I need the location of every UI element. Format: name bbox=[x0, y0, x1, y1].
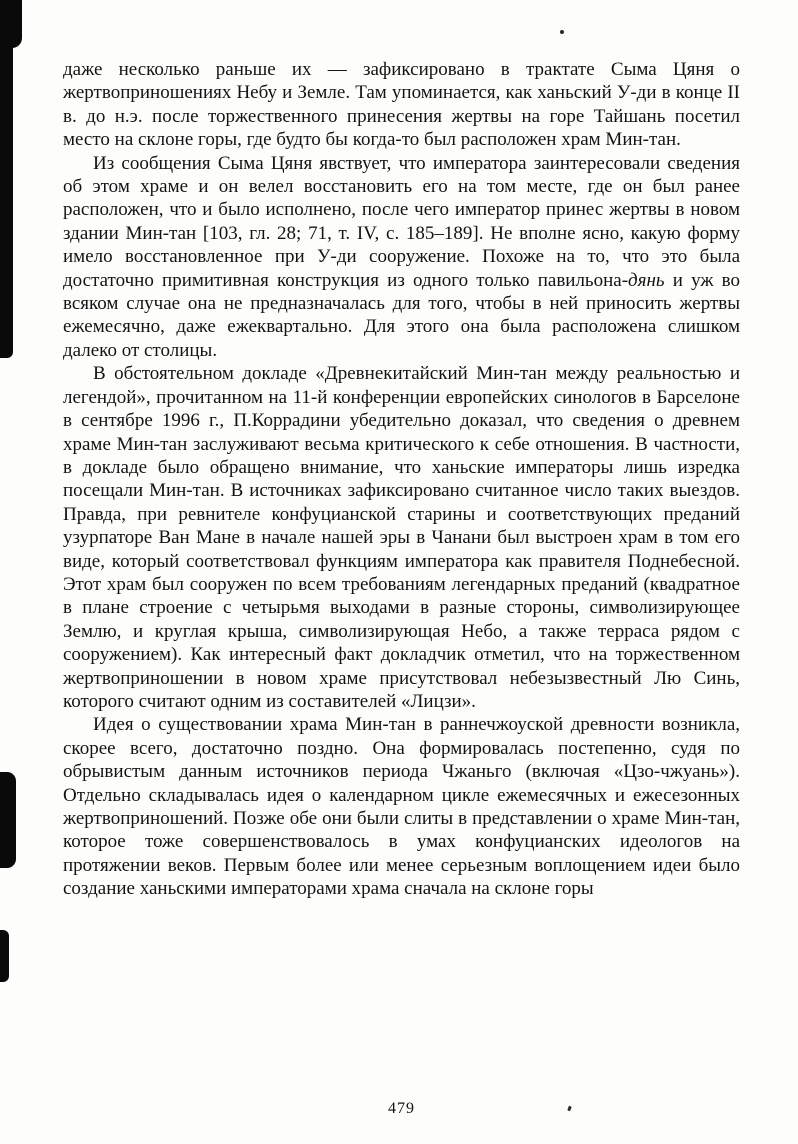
paragraph bbox=[63, 362, 740, 713]
text-run: Из сообщения Сыма Цяня явствует, что императора заинтересовали сведения об этом храме и он велел восстановить его на том месте, где он был ранее расположен, что и было исполнено, после чего император принес жертвы в новом здании Мин-тан [103, гл. 28; 71, т. IV, с. 185–189]. Не вполне ясно, какую форму имело восстановленное при У-ди сооружение. Похоже на то, что это была достаточно примитивная конструкция из одного только павильона- bbox=[63, 152, 740, 291]
text-body bbox=[63, 58, 740, 901]
paragraph bbox=[63, 58, 740, 152]
binding-shadow-blob-low bbox=[0, 930, 9, 982]
binding-shadow-blob-mid bbox=[0, 772, 16, 868]
scan-speck-top bbox=[560, 30, 564, 34]
text-run: даже несколько раньше их — зафиксировано в трактате Сыма Цяня о жертвоприношениях Небу и Земле. Там упоминается, как ханьский У-ди в конце II в. до н.э. после торжественного принесения жертвы на горе Тайшань посетил место на склоне горы, где будто бы когда-то был расположен храм Мин-тан. bbox=[63, 59, 740, 151]
binding-shadow-strip bbox=[0, 0, 13, 358]
page-number: 479 bbox=[388, 1100, 415, 1117]
paragraph bbox=[63, 713, 740, 900]
italic-run: дянь bbox=[628, 269, 665, 291]
paragraph bbox=[63, 152, 740, 363]
text-run: и уж во всяком случае она не предназначалась для того, чтобы в ней приносить жертвы ежемесячно, даже ежеквартально. Для этого она была расположена слишком далеко от столицы. bbox=[63, 269, 740, 361]
text-run: В обстоятельном докладе «Древнекитайский Мин-тан между реальностью и легендой», прочитанном на 11-й конференции европейских синологов в Барселоне в сентябре 1996 г., П.Коррадини убедительно доказал, что сведения о древнем храме Мин-тан заслуживают весьма критического к себе отношения. В частности, в докладе было обращено внимание, что ханьские императоры лишь изредка посещали Мин-тан. В источниках зафиксировано считанное число таких выездов. Правда, при ревнителе конфуцианской старины и соответствующих преданий узурпаторе Ван Мане в начале нашей эры в Чанани был выстроен храм в том его виде, который соответствовал функциям императора как правителя Поднебесной. Этот храм был сооружен по всем требованиям легендарных преданий (квадратное в плане строение с четырьмя выходами в разные стороны, символизирующее Землю, и круглая крыша, символизирующая Небо, а также терраса рядом с сооружением). Как интересный факт докладчик отметил, что на торжественном жертвоприношении в новом храме присутствовал небезызвестный Лю Синь, которого считают одним из составителей «Лицзи». bbox=[63, 363, 740, 712]
text-run: Идея о существовании храма Мин-тан в раннечжоуской древности возникла, скорее всего, достаточно поздно. Она формировалась постепенно, судя по обрывистым данным источников периода Чжаньго (включая «Цзо-чжуань»). Отдельно складывалась идея о календарном цикле ежемесячных и ежесезонных жертвоприношений. Позже обе они были слиты в представлении о храме Мин-тан, которое тоже совершенствовалось в умах конфуцианских идеологов на протяжении веков. Первым более или менее серьезным воплощением идеи было создание ханьскими императорами храма сначала на склоне горы bbox=[63, 714, 740, 900]
